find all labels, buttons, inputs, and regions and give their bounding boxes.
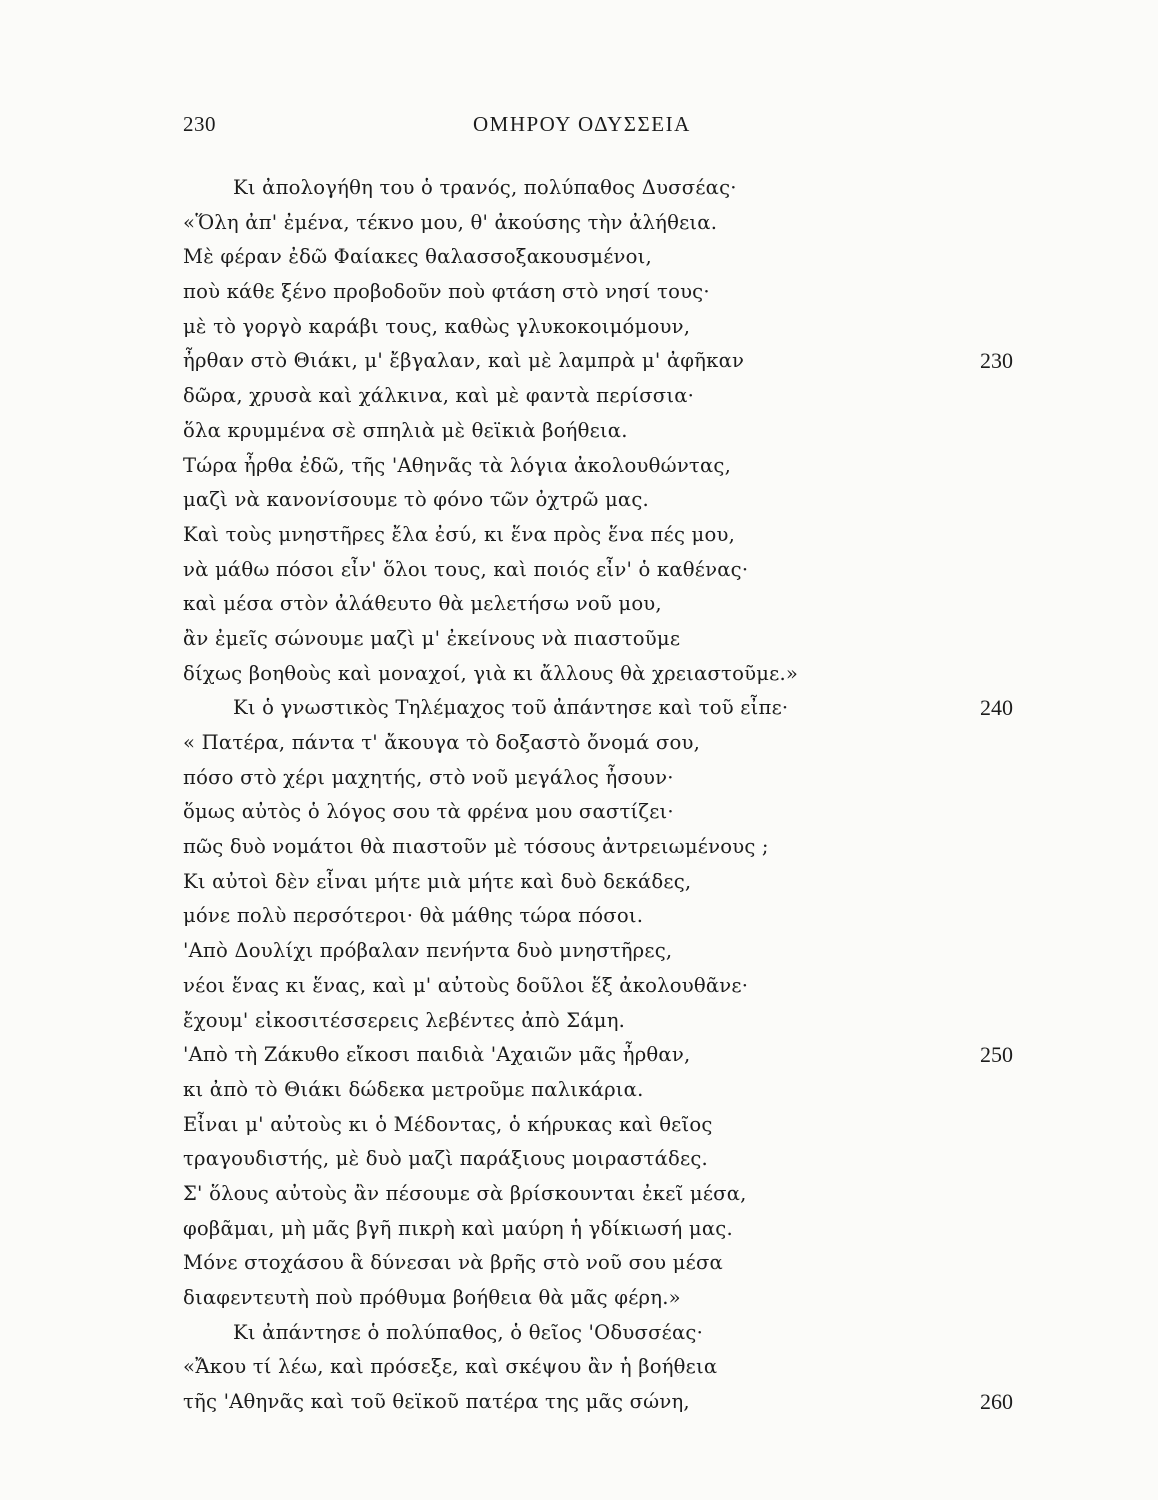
verse-text: «Ἄκου τί λέω, καὶ πρόσεξε, καὶ σκέψου ἂν ἡ βοήθεια bbox=[183, 1355, 718, 1379]
verse-text: 'Απὸ Δουλίχι πρόβαλαν πενήντα δυὸ μνηστῆρες, bbox=[183, 939, 673, 963]
verse-line bbox=[183, 379, 1013, 414]
verse-text: κι ἀπὸ τὸ Θιάκι δώδεκα μετροῦμε παλικάρια. bbox=[183, 1077, 644, 1101]
verse-line bbox=[183, 1316, 1013, 1351]
verse-text: Κι ἀπάντησε ὁ πολύπαθος, ὁ θεῖος 'Οδυσσέας· bbox=[233, 1320, 704, 1344]
verse-line bbox=[183, 310, 1013, 345]
verse-text: Σ' ὅλους αὐτοὺς ἂν πέσουμε σὰ βρίσκουνται ἐκεῖ μέσα, bbox=[183, 1181, 747, 1205]
running-header bbox=[183, 112, 1008, 144]
verse-line bbox=[183, 171, 1013, 206]
verse-line bbox=[183, 1212, 1013, 1247]
verse-text: Κι αὐτοὶ δὲν εἶναι μήτε μιὰ μήτε καὶ δυὸ δεκάδες, bbox=[183, 869, 692, 893]
verse-line bbox=[183, 934, 1013, 969]
verse-text: δῶρα, χρυσὰ καὶ χάλκινα, καὶ μὲ φαντὰ περίσσια· bbox=[183, 384, 695, 408]
verse-line bbox=[183, 587, 1013, 622]
verse-line bbox=[183, 726, 1013, 761]
verse-text: μὲ τὸ γοργὸ καράβι τους, καθὼς γλυκοκοιμόμουν, bbox=[183, 314, 691, 338]
verse-text: « Πατέρα, πάντα τ' ἄκουγα τὸ δοξαστὸ ὄνομά σου, bbox=[183, 731, 700, 754]
verse-text: ὅμως αὐτὸς ὁ λόγος σου τὰ φρένα μου σαστίζει· bbox=[183, 800, 674, 824]
verse-text: μαζὶ νὰ κανονίσουμε τὸ φόνο τῶν ὀχτρῶ μας. bbox=[183, 488, 649, 512]
verse-text: Κι ὁ γνωστικὸς Τηλέμαχος τοῦ ἀπάντησε καὶ τοῦ εἶπε· bbox=[233, 696, 789, 720]
verse-text: ἔχουμ' εἰκοσιτέσσερεις λεβέντες ἀπὸ Σάμη. bbox=[183, 1008, 626, 1032]
verse-line bbox=[183, 691, 1013, 726]
verse-line bbox=[183, 1108, 1013, 1143]
verse-text: «Ὅλη ἀπ' ἐμένα, τέκνο μου, θ' ἀκούσης τὴν ἀλήθεια. bbox=[183, 210, 718, 234]
line-number: 240 bbox=[980, 695, 1013, 721]
verse-text: Μόνε στοχάσου ἃ δύνεσαι νὰ βρῆς στὸ νοῦ σου μέσα bbox=[183, 1251, 723, 1275]
verse-text: δίχως βοηθοὺς καὶ μοναχοί, γιὰ κι ἄλλους θὰ χρειαστοῦμε.» bbox=[183, 661, 799, 685]
verse-line bbox=[183, 830, 1013, 865]
verse-text: Εἶναι μ' αὐτοὺς κι ὁ Μέδοντας, ὁ κήρυκας καὶ θεῖος bbox=[183, 1112, 713, 1136]
verse-line bbox=[183, 1004, 1013, 1039]
verse-text: ὅλα κρυμμένα σὲ σπηλιὰ μὲ θεϊκιὰ βοήθεια. bbox=[183, 418, 628, 442]
verse-line bbox=[183, 449, 1013, 484]
line-number: 260 bbox=[980, 1389, 1013, 1415]
verse-line bbox=[183, 1246, 1013, 1281]
verse-line bbox=[183, 1281, 1013, 1316]
verse-text: τραγουδιστής, μὲ δυὸ μαζὶ παράξιους μοιραστάδες. bbox=[183, 1147, 708, 1171]
verse-line bbox=[183, 414, 1013, 449]
verse-text: διαφεντευτὴ ποὺ πρόθυμα βοήθεια θὰ μᾶς φέρη.» bbox=[183, 1286, 681, 1309]
line-number: 230 bbox=[980, 348, 1013, 374]
verse-line bbox=[183, 622, 1013, 657]
poem-text bbox=[183, 171, 1013, 1420]
verse-line bbox=[183, 1385, 1013, 1420]
verse-line bbox=[183, 483, 1013, 518]
verse-line bbox=[183, 761, 1013, 796]
verse-line bbox=[183, 899, 1013, 934]
verse-text: πῶς δυὸ νομάτοι θὰ πιαστοῦν μὲ τόσους ἀντρειωμένους ; bbox=[183, 835, 769, 859]
verse-line bbox=[183, 518, 1013, 553]
verse-line bbox=[183, 1038, 1013, 1073]
verse-text: μόνε πολὺ περσότεροι· θὰ μάθης τώρα πόσοι. bbox=[183, 904, 644, 928]
verse-line bbox=[183, 240, 1013, 275]
verse-text: ποὺ κάθε ξένο προβοδοῦν ποὺ φτάση στὸ νησί τους· bbox=[183, 280, 710, 304]
verse-line bbox=[183, 344, 1013, 379]
verse-line bbox=[183, 1350, 1013, 1385]
verse-text: 'Απὸ τὴ Ζάκυθο εἴκοσι παιδιὰ 'Αχαιῶν μᾶς ἦρθαν, bbox=[183, 1043, 691, 1067]
running-title: ΟΜΗΡΟΥ ΟΔΥΣΣΕΙΑ bbox=[473, 112, 691, 136]
verse-text: τῆς 'Αθηνᾶς καὶ τοῦ θεϊκοῦ πατέρα της μᾶς σώνη, bbox=[183, 1390, 690, 1414]
verse-text: πόσο στὸ χέρι μαχητής, στὸ νοῦ μεγάλος ἦσουν· bbox=[183, 765, 674, 789]
verse-text: καὶ μέσα στὸν ἀλάθευτο θὰ μελετήσω νοῦ μου, bbox=[183, 592, 662, 616]
verse-line bbox=[183, 275, 1013, 310]
verse-text: νέοι ἕνας κι ἕνας, καὶ μ' αὐτοὺς δοῦλοι ἕξ ἀκολουθᾶνε· bbox=[183, 973, 749, 997]
verse-line bbox=[183, 657, 1013, 692]
verse-line bbox=[183, 1142, 1013, 1177]
verse-line bbox=[183, 865, 1013, 900]
verse-text: ἦρθαν στὸ Θιάκι, μ' ἔβγαλαν, καὶ μὲ λαμπρὰ μ' ἀφῆκαν bbox=[183, 349, 745, 373]
verse-text: φοβᾶμαι, μὴ μᾶς βγῆ πικρὴ καὶ μαύρη ἡ γδίκιωσή μας. bbox=[183, 1216, 733, 1240]
verse-line bbox=[183, 553, 1013, 588]
verse-text: Καὶ τοὺς μνηστῆρες ἔλα ἐσύ, κι ἕνα πρὸς ἕνα πές μου, bbox=[183, 522, 736, 546]
verse-text: Κι ἀπολογήθη του ὁ τρανός, πολύπαθος Δυσσέας· bbox=[233, 176, 737, 199]
verse-text: Τώρα ἦρθα ἐδῶ, τῆς 'Αθηνᾶς τὰ λόγια ἀκολουθώντας, bbox=[183, 453, 732, 477]
page-number: 230 bbox=[183, 112, 216, 136]
verse-text: ἂν ἐμεῖς σώνουμε μαζὶ μ' ἐκείνους νὰ πιαστοῦμε bbox=[183, 626, 681, 650]
line-number: 250 bbox=[980, 1042, 1013, 1068]
verse-text: Μὲ φέραν ἐδῶ Φαίακες θαλασσοξακουσμένοι, bbox=[183, 245, 652, 269]
verse-line bbox=[183, 795, 1013, 830]
verse-line bbox=[183, 1073, 1013, 1108]
verse-line bbox=[183, 969, 1013, 1004]
verse-text: νὰ μάθω πόσοι εἶν' ὅλοι τους, καὶ ποιός εἶν' ὁ καθένας· bbox=[183, 557, 749, 581]
verse-line bbox=[183, 206, 1013, 241]
verse-line bbox=[183, 1177, 1013, 1212]
